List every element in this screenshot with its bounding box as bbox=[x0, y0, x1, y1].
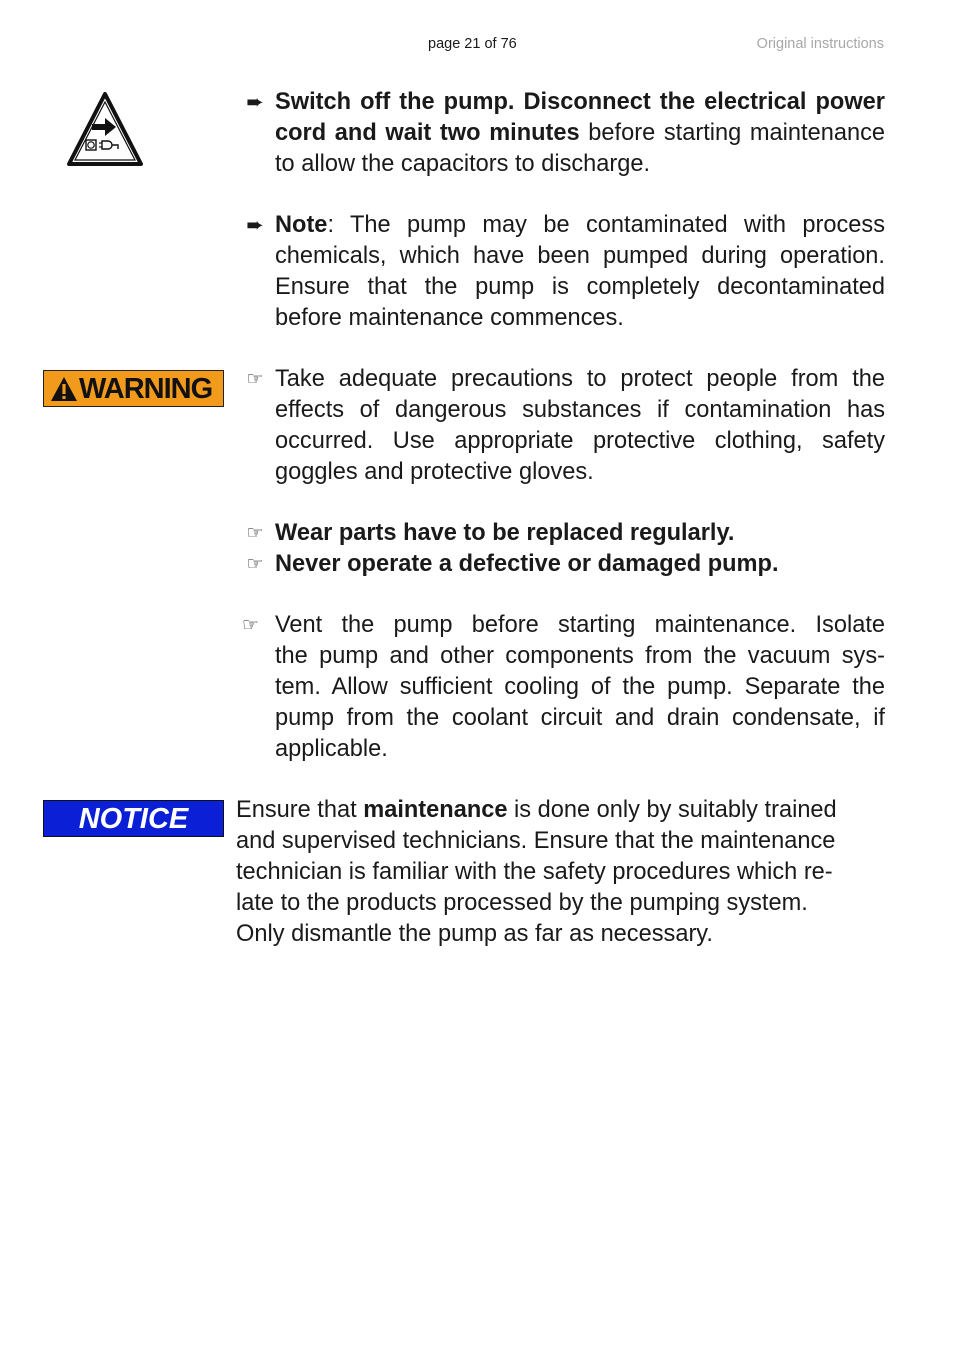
hand-pointer-icon: ☞ bbox=[246, 523, 264, 544]
hand-pointer-icon: ☞ bbox=[242, 615, 260, 636]
notice-paragraph bbox=[236, 795, 886, 950]
notice-text-line: late to the products processed by the pumping system. bbox=[236, 890, 808, 916]
electrical-disconnect-warning-icon bbox=[66, 90, 144, 168]
notice-signal-label bbox=[43, 800, 224, 837]
instruction-never-operate bbox=[246, 549, 885, 580]
notice-text-line bbox=[236, 795, 886, 826]
instruction-note bbox=[246, 210, 885, 334]
hand-pointer-icon: ☞ bbox=[246, 554, 264, 575]
notice-bold-word: maintenance bbox=[363, 797, 508, 823]
page-number: page 21 of 76 bbox=[428, 36, 517, 52]
instruction-bold-text: Switch off the pump. Disconnect the electrical power cord and wait two minutes bbox=[275, 89, 885, 146]
notice-text-line: and supervised technicians. Ensure that the maintenance bbox=[236, 828, 836, 854]
notice-text-pre: Ensure that bbox=[236, 797, 364, 823]
note-text: : The pump may be contaminated with process chemicals, which have been pumped during operation. Ensure that the pump is completely decontaminated before maintenance commences. bbox=[275, 212, 885, 331]
vent-text-line: pump from the coolant circuit and drain condensate, if bbox=[275, 705, 885, 731]
instruction-switch-off bbox=[246, 87, 885, 180]
notice-text-line: technician is familiar with the safety procedures which re- bbox=[236, 859, 833, 885]
instruction-wear-parts bbox=[246, 518, 885, 549]
warning-label-text: WARNING bbox=[79, 372, 213, 405]
instruction-vent bbox=[242, 610, 885, 765]
arrow-marker-icon: ➨ bbox=[246, 91, 264, 114]
wear-parts-text: Wear parts have to be replaced regularly. bbox=[275, 520, 735, 546]
notice-text-line: Only dismantle the pump as far as necessary. bbox=[236, 921, 713, 947]
arrow-marker-icon: ➨ bbox=[246, 214, 264, 237]
note-label: Note bbox=[275, 212, 328, 238]
precautions-text: Take adequate precautions to protect people from the effects of dangerous substances if contamination has occurred. Use appropriate protective clothing, safety goggles and protective gloves. bbox=[275, 366, 885, 485]
instruction-text: before starting maintenance to allow the capacitors to discharge. bbox=[275, 120, 885, 177]
vent-text-line: Vent the pump before starting maintenance. Isolate bbox=[275, 612, 885, 638]
vent-text-line: tem. Allow sufficient cooling of the pump. Separate the bbox=[275, 674, 885, 700]
hand-pointer-icon: ☞ bbox=[246, 369, 264, 390]
notice-text-rest: is done only by suitably trained bbox=[507, 797, 837, 823]
document-type-label: Original instructions bbox=[756, 36, 884, 52]
vent-text-line: the pump and other components from the vacuum sys- bbox=[275, 643, 885, 669]
warning-signal-label bbox=[43, 370, 224, 407]
warning-triangle-icon bbox=[50, 375, 78, 403]
never-operate-text: Never operate a defective or damaged pump. bbox=[275, 551, 779, 577]
vent-text-line: applicable. bbox=[275, 736, 388, 762]
notice-label-text: NOTICE bbox=[78, 802, 189, 835]
instruction-precautions bbox=[246, 364, 885, 488]
